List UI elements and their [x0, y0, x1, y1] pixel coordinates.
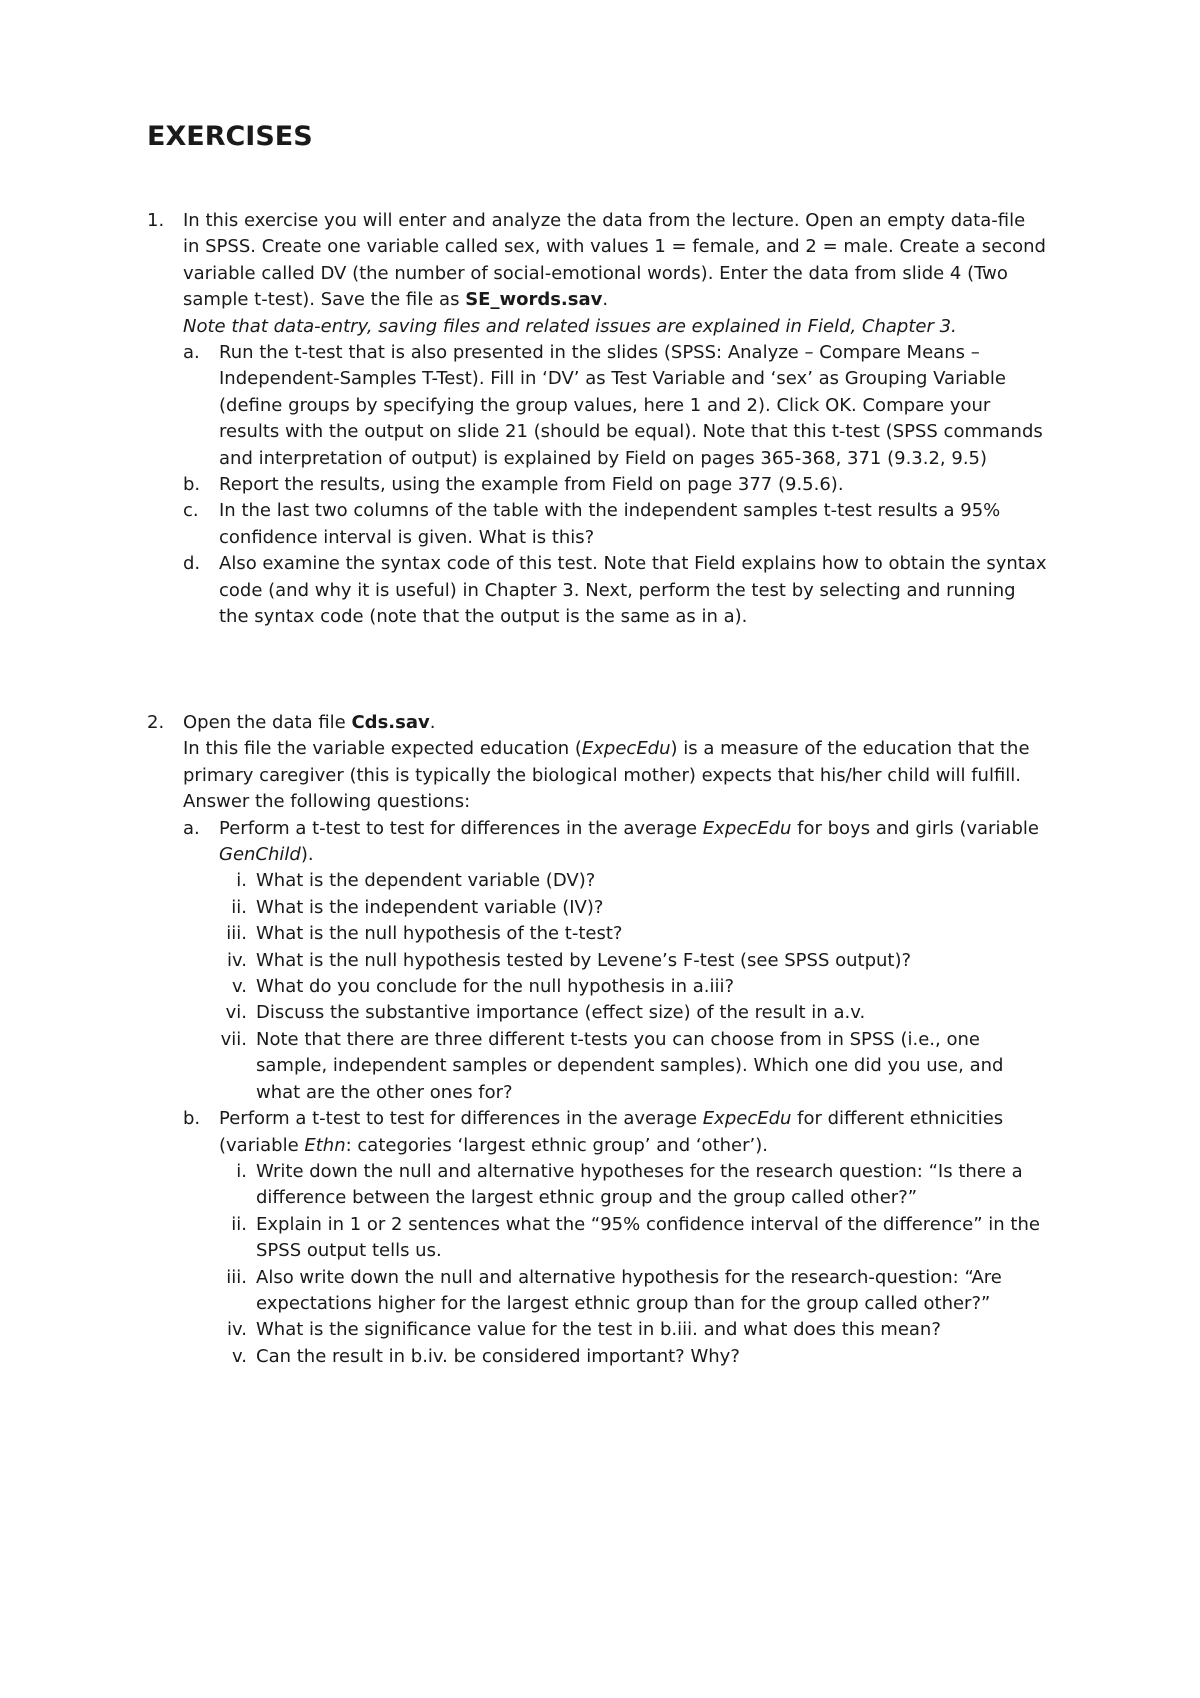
list-item: [183, 472, 1047, 498]
item-label: a.: [183, 817, 200, 839]
list-item: [183, 551, 1047, 630]
question-item: [219, 974, 1047, 1000]
question-item: [219, 1265, 1047, 1318]
item-text: What is the dependent variable (DV)?: [256, 870, 596, 892]
item-label: v.: [232, 976, 247, 998]
question-item: [219, 1027, 1047, 1106]
part-text: : categories ‘largest ethnic group’ and ‘other’).: [345, 1134, 768, 1156]
question-item: [219, 1212, 1047, 1265]
open-file-line: [183, 710, 1047, 736]
file-name: SE_words.sav: [465, 289, 603, 311]
part-a: [183, 816, 1047, 1106]
part-text: for different ethnicities (variable: [219, 1108, 1004, 1156]
item-label: b.: [183, 1108, 201, 1130]
item-text: What do you conclude for the null hypothesis in a.iii?: [256, 976, 735, 998]
question-item: [219, 868, 1047, 894]
open-text: Open the data file: [183, 712, 352, 733]
file-description: [183, 736, 1047, 789]
part-a-text: [219, 816, 1047, 869]
item-label: iii.: [226, 923, 247, 945]
variable-name: Ethn: [304, 1134, 346, 1156]
item-text: In the last two columns of the table with the independent samples t-test results a 95% confidence interval is given. What is this?: [219, 500, 1001, 548]
item-text: Write down the null and alternative hypotheses for the research question: “Is there a difference between the largest ethnic group and the group called other?”: [256, 1160, 1023, 1209]
list-item: [183, 340, 1047, 472]
answer-prompt: Answer the following questions:: [183, 791, 471, 813]
item-text: What is the significance value for the test in b.iii. and what does this mean?: [256, 1319, 941, 1341]
item-text: Can the result in b.iv. be considered important? Why?: [256, 1345, 740, 1367]
exercise-1: [147, 208, 1047, 631]
part-text: ).: [300, 844, 314, 866]
exercise-2: [147, 710, 1047, 1370]
page-title: EXERCISES: [147, 121, 313, 152]
file-name: Cds.sav: [351, 712, 430, 733]
item-label: vi.: [225, 1002, 247, 1024]
item-label: d.: [183, 553, 201, 575]
open-end: .: [429, 712, 436, 733]
item-text: Run the t-test that is also presented in the slides (SPSS: Analyze – Compare Means – Independent-Samples T-Test). Fill in ‘DV’ as Test Variable and ‘sex’ as Grouping Variable (define groups by specifying the group values, here 1 and 2). Click OK. Compare your results with the output on slide 21 (should be equal). Note that this t-test (SPSS commands and interpretation of output) is explained by Field on pages 365-368, 371 (9.3.2, 9.5): [219, 342, 1043, 469]
item-label: b.: [183, 474, 201, 496]
part-text: Perform a t-test to test for differences in the average: [219, 1108, 703, 1130]
part-text: for boys and girls (variable: [791, 817, 1039, 839]
item-text: Discuss the substantive importance (effect size) of the result in a.v.: [256, 1002, 866, 1024]
item-text: Note that there are three different t-tests you can choose from in SPSS (i.e., one sample, independent samples or dependent samples). Which one did you use, and what are the other ones for?: [256, 1028, 1004, 1103]
part-b-text: [219, 1106, 1047, 1159]
variable-name: ExpecEdu: [702, 817, 792, 839]
desc-text: In this file the variable expected education (: [183, 738, 582, 760]
item-label: vii.: [220, 1028, 247, 1050]
item-text: What is the null hypothesis tested by Levene’s F-test (see SPSS output)?: [256, 949, 912, 971]
question-item: [219, 921, 1047, 947]
part-text: Perform a t-test to test for differences in the average: [219, 817, 703, 839]
item-label: ii.: [231, 1213, 247, 1235]
variable-name: GenChild: [219, 844, 301, 866]
item-text: What is the independent variable (IV)?: [256, 896, 604, 918]
question-item: [219, 948, 1047, 974]
exercise-body: [183, 710, 1047, 1370]
variable-name: ExpecEdu: [581, 738, 671, 760]
question-item: [219, 895, 1047, 921]
exercise-number: 2.: [147, 712, 165, 733]
intro-end: .: [602, 289, 609, 311]
question-item: [219, 1344, 1047, 1370]
item-text: Explain in 1 or 2 sentences what the “95% confidence interval of the difference” in the SPSS output tells us.: [256, 1213, 1040, 1262]
question-item: [219, 1317, 1047, 1343]
part-b: [183, 1106, 1047, 1370]
item-text: What is the null hypothesis of the t-test?: [256, 923, 623, 945]
exercise-body: [183, 208, 1047, 631]
exercise-note: Note that data-entry, saving files and related issues are explained in Field, Chapter 3.: [183, 315, 957, 337]
item-label: iv.: [227, 949, 247, 971]
desc-end: ) is a measure of the education that the primary caregiver (this is typically the biological mother) expects that his/her child will fulfill.: [183, 738, 1030, 786]
item-label: iv.: [227, 1319, 247, 1341]
question-item: [219, 1159, 1047, 1212]
item-text: Report the results, using the example from Field on page 377 (9.5.6).: [219, 474, 844, 496]
list-item: [183, 498, 1047, 551]
item-label: a.: [183, 342, 200, 364]
exercise-intro: [183, 208, 1047, 314]
item-label: iii.: [226, 1266, 247, 1288]
item-label: v.: [232, 1345, 247, 1367]
variable-name: ExpecEdu: [702, 1108, 792, 1130]
item-text: Also write down the null and alternative hypothesis for the research-question: “Are expectations higher for the largest ethnic group than for the group called other?”: [256, 1266, 1002, 1314]
item-label: ii.: [231, 896, 247, 918]
item-label: i.: [236, 1160, 247, 1182]
item-text: Also examine the syntax code of this test. Note that Field explains how to obtain the syntax code (and why it is useful) in Chapter 3. Next, perform the test by selecting and running the syntax code (note that the output is the same as in a).: [219, 553, 1047, 628]
item-label: i.: [236, 870, 247, 892]
question-item: [219, 1000, 1047, 1026]
intro-text: In this exercise you will enter and analyze the data from the lecture. Open an empty data-file in SPSS. Create one variable called sex, with values 1 = female, and 2 = male. Create a second variable called DV (the number of social-emotional words). Enter the data from slide 4 (Two sample t-test). Save the file as: [183, 210, 1046, 311]
exercise-number: 1.: [147, 210, 165, 231]
item-label: c.: [183, 500, 199, 522]
